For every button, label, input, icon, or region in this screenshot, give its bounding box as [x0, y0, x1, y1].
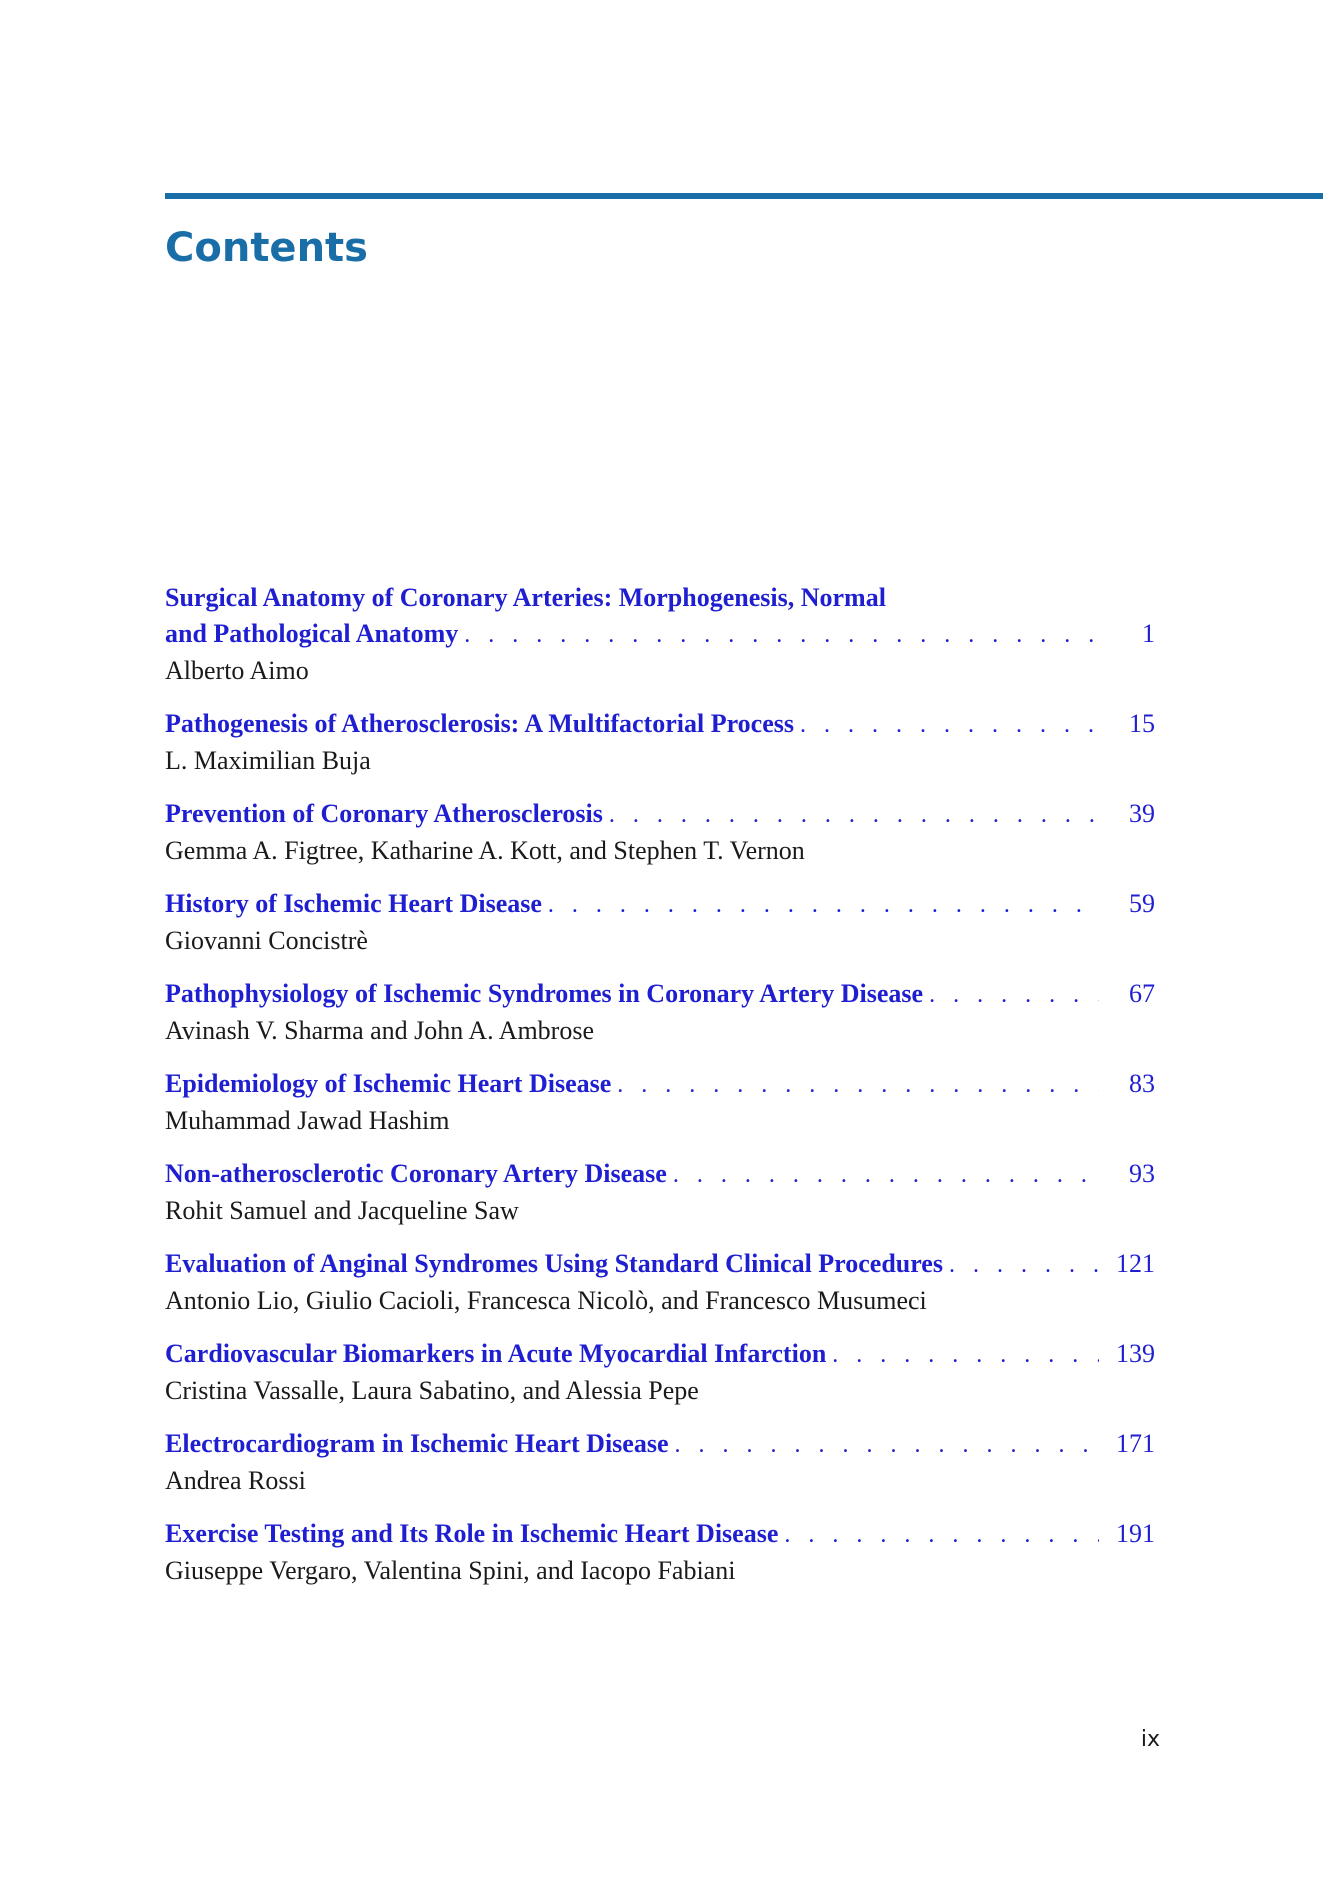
toc-entry-page[interactable]: 139 — [1116, 1339, 1155, 1368]
toc-entry[interactable] — [165, 706, 1155, 779]
toc-entry-title[interactable]: Cardiovascular Biomarkers in Acute Myocardial Infarction — [165, 1339, 827, 1368]
toc-entry-title[interactable]: History of Ischemic Heart Disease — [165, 889, 542, 918]
toc-entry[interactable] — [165, 1336, 1155, 1409]
dot-leader — [949, 1247, 1099, 1283]
toc-entry-title-row[interactable] — [165, 616, 1155, 653]
page-number: ix — [1140, 1727, 1160, 1752]
toc-entry-authors: Giovanni Concistrè — [165, 926, 368, 955]
toc-entry[interactable] — [165, 976, 1155, 1049]
toc-entry-page[interactable]: 39 — [1129, 799, 1155, 828]
toc-entry-title-row[interactable] — [165, 1336, 1155, 1373]
toc-entry-title-row[interactable] — [165, 796, 1155, 833]
toc-entry-authors: Andrea Rossi — [165, 1466, 306, 1495]
toc-entry-title-row[interactable] — [165, 1066, 1155, 1103]
toc-entry-page[interactable]: 83 — [1129, 1069, 1155, 1098]
toc-entry-title-row[interactable] — [165, 1516, 1155, 1553]
header-rule — [165, 193, 1323, 199]
toc-entry-title-row[interactable] — [165, 1246, 1155, 1283]
toc-entry-authors: L. Maximilian Buja — [165, 746, 371, 775]
dot-leader — [464, 617, 1099, 653]
toc-entry-title-row[interactable] — [165, 1156, 1155, 1193]
toc-entry-authors: Muhammad Jawad Hashim — [165, 1106, 450, 1135]
toc-entry-authors: Giuseppe Vergaro, Valentina Spini, and Iacopo Fabiani — [165, 1556, 736, 1585]
toc-entry-title[interactable]: Electrocardiogram in Ischemic Heart Disease — [165, 1429, 669, 1458]
toc-list — [165, 580, 1155, 1606]
dot-leader — [617, 1067, 1099, 1103]
toc-entry-page[interactable]: 15 — [1129, 709, 1155, 738]
toc-entry-page[interactable]: 191 — [1116, 1519, 1155, 1548]
toc-entry-title[interactable]: Epidemiology of Ischemic Heart Disease — [165, 1069, 612, 1098]
toc-entry[interactable] — [165, 580, 1155, 689]
dot-leader — [673, 1157, 1099, 1193]
dot-leader — [929, 977, 1099, 1013]
dot-leader — [609, 797, 1099, 833]
toc-entry[interactable] — [165, 1516, 1155, 1589]
dot-leader — [784, 1517, 1099, 1553]
toc-entry-title[interactable]: Prevention of Coronary Atherosclerosis — [165, 799, 603, 828]
toc-entry[interactable] — [165, 796, 1155, 869]
toc-entry-title[interactable]: Pathophysiology of Ischemic Syndromes in Coronary Artery Disease — [165, 979, 924, 1008]
toc-entry[interactable] — [165, 1156, 1155, 1229]
toc-entry-authors: Alberto Aimo — [165, 656, 309, 685]
toc-entry-title-row[interactable] — [165, 706, 1155, 743]
toc-entry-page[interactable]: 59 — [1129, 889, 1155, 918]
dot-leader — [800, 707, 1099, 743]
toc-entry-title-line[interactable]: Surgical Anatomy of Coronary Arteries: Morphogenesis, Normal — [165, 583, 886, 612]
toc-entry-page[interactable]: 121 — [1116, 1249, 1155, 1278]
toc-entry-authors: Avinash V. Sharma and John A. Ambrose — [165, 1016, 594, 1045]
dot-leader — [548, 887, 1099, 923]
toc-entry-title-row[interactable] — [165, 1426, 1155, 1463]
toc-entry-title[interactable]: Evaluation of Anginal Syndromes Using Standard Clinical Procedures — [165, 1249, 943, 1278]
toc-entry-authors: Antonio Lio, Giulio Cacioli, Francesca Nicolò, and Francesco Musumeci — [165, 1286, 927, 1315]
dot-leader — [675, 1427, 1100, 1463]
toc-entry-title-row[interactable] — [165, 976, 1155, 1013]
dot-leader — [832, 1337, 1099, 1373]
toc-entry-title[interactable]: Pathogenesis of Atherosclerosis: A Multifactorial Process — [165, 709, 794, 738]
toc-entry-authors: Cristina Vassalle, Laura Sabatino, and Alessia Pepe — [165, 1376, 699, 1405]
toc-entry-title[interactable]: and Pathological Anatomy — [165, 619, 459, 648]
toc-entry-page[interactable]: 1 — [1142, 619, 1155, 648]
toc-entry-title[interactable]: Non-atherosclerotic Coronary Artery Disease — [165, 1159, 667, 1188]
toc-entry-page[interactable]: 171 — [1116, 1429, 1155, 1458]
toc-entry[interactable] — [165, 1426, 1155, 1499]
toc-entry[interactable] — [165, 1246, 1155, 1319]
toc-entry-page[interactable]: 93 — [1129, 1159, 1155, 1188]
toc-entry-title-row[interactable] — [165, 886, 1155, 923]
page-title: Contents — [165, 225, 368, 271]
toc-entry-page[interactable]: 67 — [1129, 979, 1155, 1008]
toc-entry[interactable] — [165, 886, 1155, 959]
toc-entry[interactable] — [165, 1066, 1155, 1139]
toc-entry-authors: Rohit Samuel and Jacqueline Saw — [165, 1196, 519, 1225]
toc-entry-authors: Gemma A. Figtree, Katharine A. Kott, and Stephen T. Vernon — [165, 836, 805, 865]
toc-entry-title[interactable]: Exercise Testing and Its Role in Ischemic Heart Disease — [165, 1519, 779, 1548]
